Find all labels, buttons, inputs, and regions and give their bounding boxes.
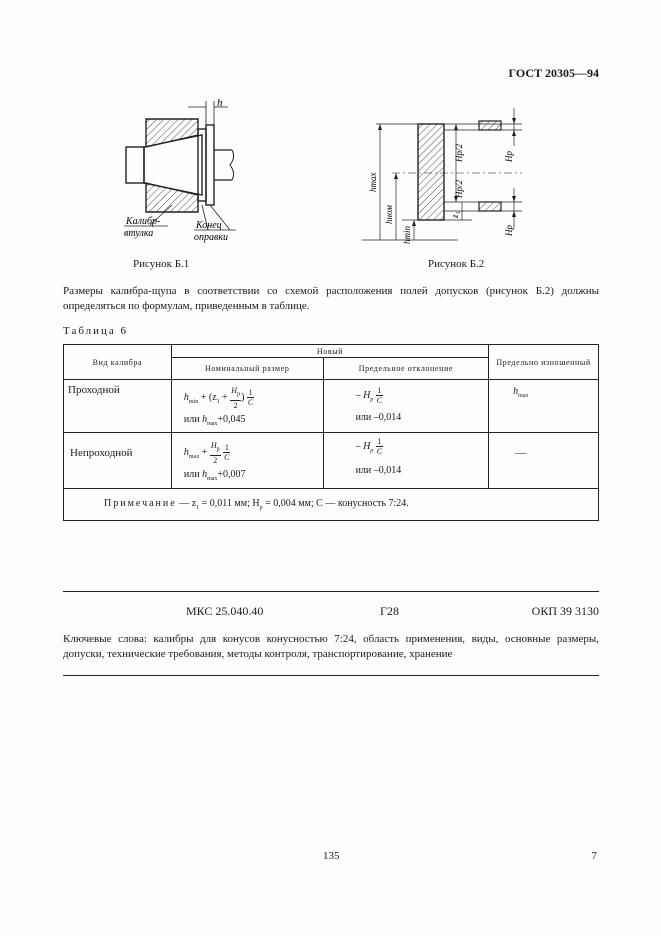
footer-mks: МКС 25.040.40 (186, 604, 264, 618)
th-nominal: Номинальный размер (171, 358, 323, 380)
row1-deviation: – $H_p$ $\frac{1}{C}$ или –0,014 (323, 380, 489, 433)
fig1-end-label-1: Конец (196, 220, 222, 231)
footer-group: Г28 (380, 604, 399, 618)
row1-nominal: $h_{min} + (z_1$ + $\frac{H_p}{2}$ ) $\frac{1}{C}$ или $h_{max}+0,045$ (171, 380, 323, 433)
footer-okp: ОКП 39 3130 (531, 604, 599, 618)
row2-worn: — (489, 433, 599, 489)
fig1-caliber-label-2: втулка (124, 228, 154, 239)
row2-type: Непроходной (64, 433, 172, 489)
th-deviation: Предельное отклонение (323, 358, 489, 380)
th-worn: Предельно изношенный (489, 345, 599, 380)
row1-worn: $h_{max}$ (489, 380, 599, 433)
table-caption: Таблица 6 (63, 325, 129, 337)
page-number-center: 135 (323, 850, 340, 862)
table-6 (63, 344, 599, 521)
th-type: Вид калибра (64, 345, 172, 380)
th-new: Новый (171, 345, 488, 358)
table-row (64, 433, 599, 489)
footer-top-rule (63, 591, 599, 592)
fig2-hmin-label: hmin (402, 226, 412, 244)
fig1-h-label: h (217, 97, 223, 109)
row2-nominal: $h_{max}$ + $\frac{H_p}{2}$ $\frac{1}{C}$ или $h_{max}+0,007$ (171, 433, 323, 489)
footer-keywords: Ключевые слова: калибры для конусов конусностью 7:24, область применения, виды, основные размеры, допуски, технические требования, методы контроля, транспортирование, хранение (63, 633, 599, 660)
figure-b1-drawing (110, 95, 260, 250)
page-number-right: 7 (591, 850, 597, 862)
fig1-caliber-label-1: Калибр- (126, 216, 161, 227)
fig2-hp-top-label: Hp (504, 151, 514, 162)
row2-deviation: – $H_p$ $\frac{1}{C}$ или –0,014 (323, 433, 489, 489)
footer-bottom-rule (63, 675, 599, 676)
fig2-hp2-bottom-label: Hp/2 (454, 180, 464, 198)
body-paragraph: Размеры калибра-щупа в соответствии со схемой расположения полей допусков (рисунок Б.2) должны определяться по формулам, приведенным в таблице. (63, 285, 599, 312)
table-row (64, 380, 599, 433)
figure-b1-caption: Рисунок Б.1 (133, 258, 190, 270)
fig2-hnom-label: hном (384, 205, 394, 224)
fig1-end-label-2: оправки (194, 232, 229, 243)
standard-header: ГОСТ 20305—94 (508, 66, 599, 80)
table-note: Примечание — $z_1 = 0,011$ мм; $H_p = 0,004$ мм; C — конусность 7:24. (64, 489, 599, 521)
fig2-hp-bottom-label: Hp (504, 225, 514, 236)
fig2-hmax-label: hmax (368, 172, 378, 192)
fig2-z1-label: z₁ (450, 211, 460, 218)
figure-b2-drawing (362, 100, 532, 248)
row1-type: Проходной (64, 380, 172, 433)
figure-b2-caption: Рисунок Б.2 (428, 258, 485, 270)
table-note-row (64, 489, 599, 521)
fig2-hp2-top-label: Hp/2 (454, 144, 464, 162)
